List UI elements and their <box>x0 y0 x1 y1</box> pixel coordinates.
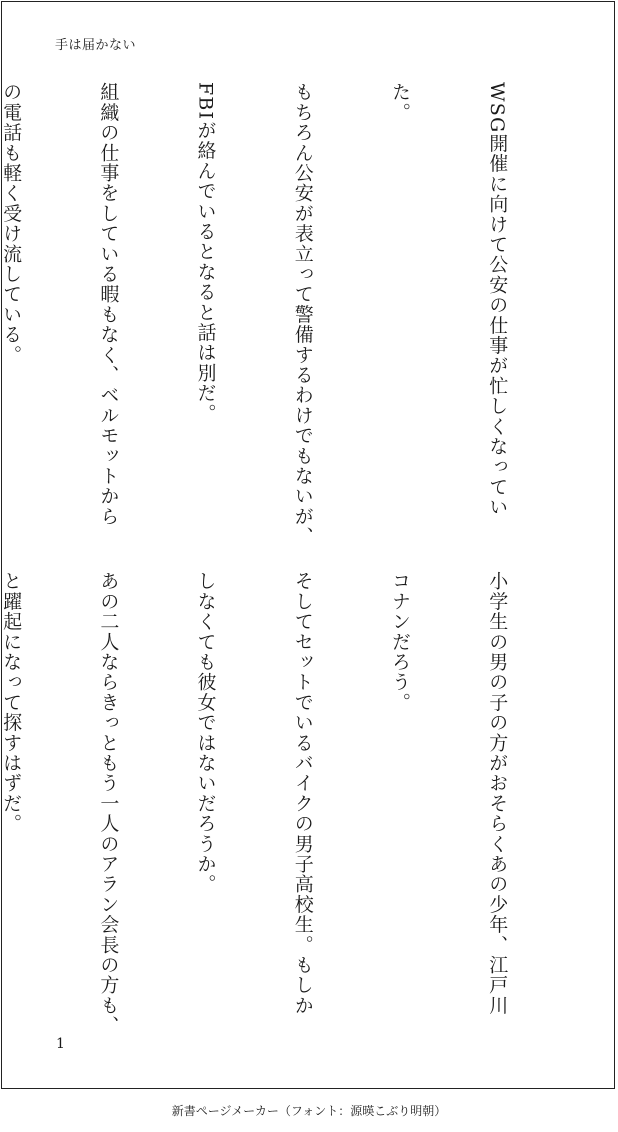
text-line: の電話も軽く受け流している。 <box>0 82 23 365</box>
page-title: 手は届かない <box>55 38 137 53</box>
text-line: た。 <box>388 82 411 123</box>
top-text-block <box>0 82 578 547</box>
bottom-text-block <box>0 571 578 1036</box>
text-line: もちろん公安が表立って警備するわけでもないが、 <box>291 82 314 547</box>
text-line: と躍起になって探すはずだ。 <box>0 571 23 834</box>
text-line: そしてセットでいるバイクの男子高校生。もしか <box>291 571 314 1016</box>
text-line: 組織の仕事をしている暇もなく、ベルモットから <box>97 82 120 527</box>
text-line: WSG開催に向けて公安の仕事が忙しくなってい <box>486 82 509 518</box>
text-line: あの二人ならきっともう一人のアラン会長の方も、 <box>97 571 120 1036</box>
text-line: 小学生の男の子の方がおそらくあの少年、江戸川 <box>486 571 509 1016</box>
footer-credit: 新書ページメーカー（フォント：源暎こぶり明朝） <box>171 1104 447 1118</box>
text-line: コナンだろう。 <box>388 571 411 713</box>
text-line: しなくても彼女ではないだろうか。 <box>194 571 217 895</box>
text-line: FBIが絡んでいるとなると話は別だ。 <box>194 82 217 424</box>
page-number: 1 <box>56 1036 65 1052</box>
